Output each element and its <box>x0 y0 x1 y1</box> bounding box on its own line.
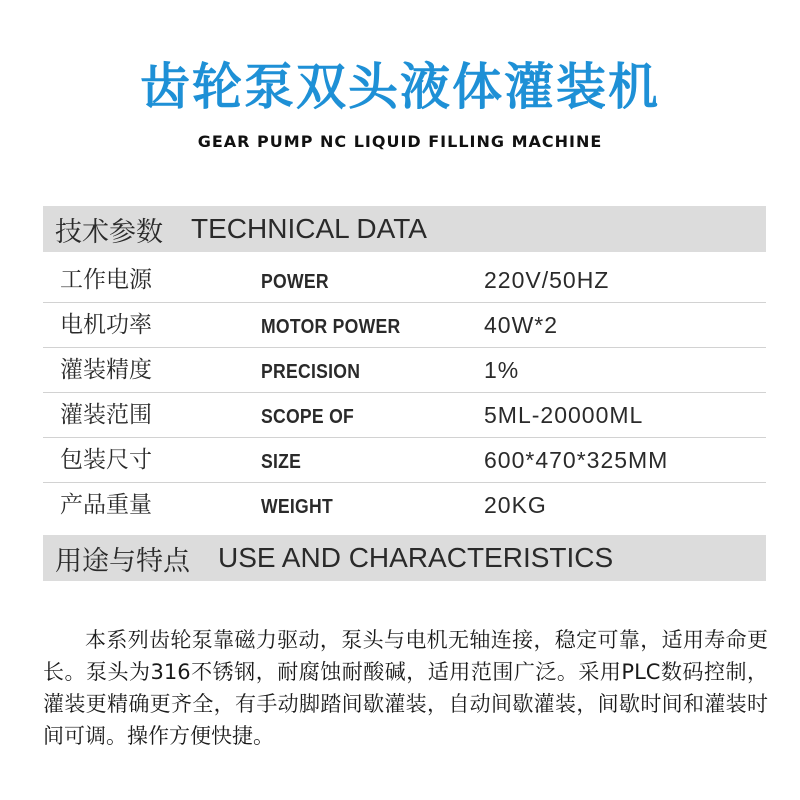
spec-label-cn: 电机功率 <box>60 312 152 338</box>
use-characteristics-header <box>43 535 766 581</box>
spec-row-precision <box>43 348 766 393</box>
use-characteristics-label-en: USE AND CHARACTERISTICS <box>218 542 614 573</box>
spec-label-cn: 产品重量 <box>60 492 152 518</box>
spec-row-weight <box>43 483 766 527</box>
spec-row-motor-power <box>43 303 766 348</box>
spec-label-cn: 灌装范围 <box>60 402 152 428</box>
technical-data-label-cn: 技术参数 <box>55 216 163 248</box>
spec-value: 40W*2 <box>484 312 559 338</box>
spec-label-en: SIZE <box>261 451 302 473</box>
spec-label-en: POWER <box>261 271 329 293</box>
spec-value: 20KG <box>484 492 547 518</box>
spec-value: 5ML-20000ML <box>484 402 644 428</box>
spec-row-scope <box>43 393 766 438</box>
spec-label-cn: 包装尺寸 <box>60 447 152 473</box>
use-characteristics-label-cn: 用途与特点 <box>55 545 190 577</box>
product-description: 本系列齿轮泵靠磁力驱动，泵头与电机无轴连接，稳定可靠，适用寿命更长。泵头为316不锈钢，耐腐蚀耐酸碱，适用范围广泛。采用PLC数码控制，灌装更精确更齐全，有手动脚踏间歇灌装，自动间歇灌装，间歇时间和灌装时间可调。操作方便快捷。 <box>43 628 768 748</box>
spec-label-en: MOTOR POWER <box>261 316 401 338</box>
spec-value: 600*470*325MM <box>484 447 669 473</box>
spec-label-en: SCOPE OF <box>261 406 355 428</box>
spec-label-en: WEIGHT <box>261 496 333 518</box>
spec-label-cn: 工作电源 <box>60 267 152 293</box>
page-title: 齿轮泵双头液体灌装机 <box>140 58 660 116</box>
spec-row-size <box>43 438 766 483</box>
spec-value: 220V/50HZ <box>484 267 610 293</box>
page-subtitle: GEAR PUMP NC LIQUID FILLING MACHINE <box>197 132 603 151</box>
spec-label-cn: 灌装精度 <box>60 357 152 383</box>
technical-data-header <box>43 206 766 252</box>
spec-value: 1% <box>484 357 520 383</box>
technical-data-label-en: TECHNICAL DATA <box>191 213 427 244</box>
spec-table <box>43 258 766 527</box>
spec-label-en: PRECISION <box>261 361 361 383</box>
spec-row-power <box>43 258 766 303</box>
